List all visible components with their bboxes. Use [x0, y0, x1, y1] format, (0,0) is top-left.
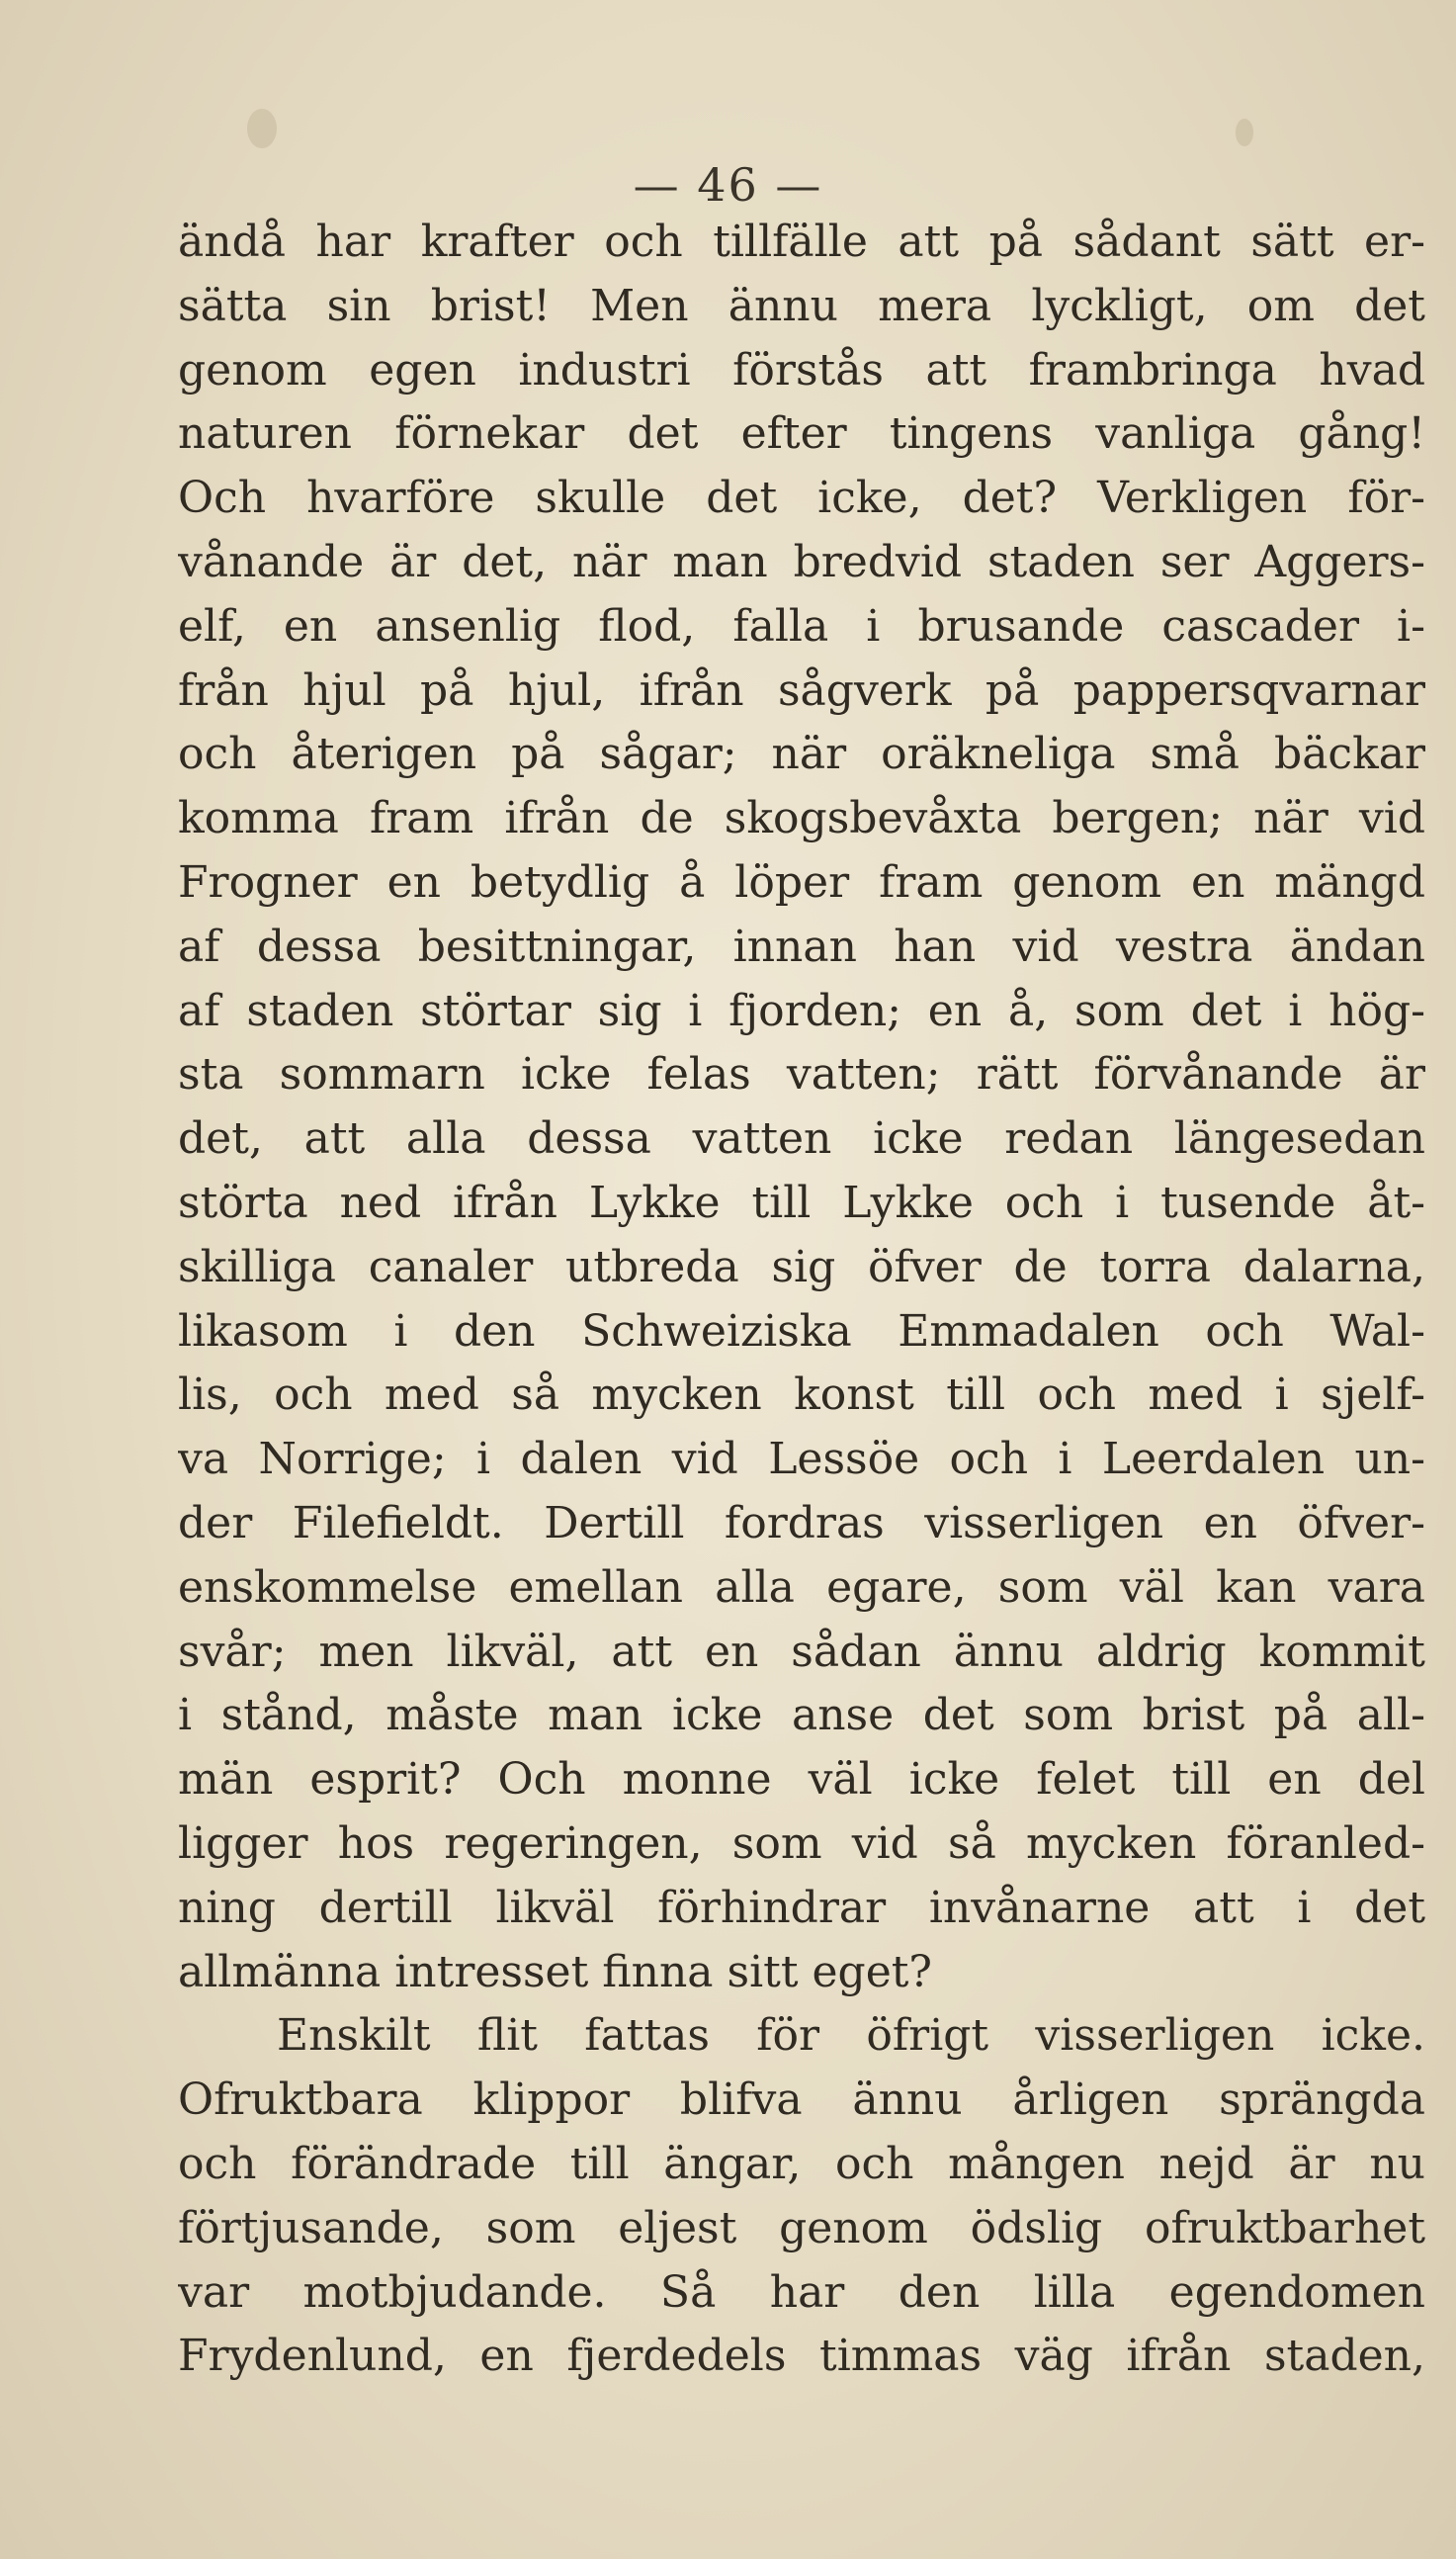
text-line: ning dertill likväl förhindrar invånarne att i det — [178, 1882, 1425, 1933]
text-line: ligger hos regeringen, som vid så mycken föranled- — [178, 1817, 1425, 1869]
text-line: ändå har krafter och tillfälle att på sådant sätt er- — [178, 217, 1425, 267]
text-line: var motbjudande. Så har den lilla egendomen — [178, 2266, 1425, 2318]
text-line: Frydenlund, en fjerdedels timmas väg ifrån staden, — [178, 2331, 1425, 2382]
text-line: allmänna intresset finna sitt eget? — [178, 1946, 933, 1997]
text-line: störta ned ifrån Lykke till Lykke och i tusende åt- — [178, 1177, 1425, 1228]
page-stain — [247, 109, 277, 148]
body-text — [178, 211, 1425, 2389]
text-line: lis, och med så mycken konst till och med i sjelf- — [178, 1369, 1425, 1421]
text-line: likasom i den Schweiziska Emmadalen och Wal- — [178, 1305, 1425, 1357]
page-stain — [1236, 119, 1253, 146]
text-line: genom egen industri förstås att frambringa hvad — [178, 344, 1425, 396]
text-line: män esprit? Och monne väl icke felet till en del — [178, 1754, 1425, 1806]
text-line: i stånd, måste man icke anse det som brist på all- — [178, 1690, 1425, 1741]
text-line: Ofruktbara klippor blifva ännu årligen sprängda — [178, 2074, 1425, 2126]
text-line: af staden störtar sig i fjorden; en å, som det i hög- — [178, 985, 1425, 1036]
text-line: förtjusande, som eljest genom ödslig ofruktbarhet — [178, 2202, 1425, 2253]
text-line: och återigen på sågar; när oräkneliga små bäckar — [178, 729, 1425, 780]
text-line: svår; men likväl, att en sådan ännu aldrig kommit — [178, 1626, 1425, 1677]
text-line: naturen förnekar det efter tingens vanliga gång! — [178, 408, 1425, 460]
text-line: enskommelse emellan alla egare, som väl kan vara — [178, 1561, 1425, 1613]
text-line: Och hvarföre skulle det icke, det? Verkligen för- — [178, 473, 1425, 524]
text-line: skilliga canaler utbreda sig öfver de torra dalarna, — [178, 1241, 1425, 1292]
page-number: — 46 — — [633, 158, 823, 212]
text-line: elf, en ansenlig flod, falla i brusande cascader i- — [178, 600, 1425, 652]
text-line: Enskilt flit fattas för öfrigt visserligen icke. — [277, 2010, 1425, 2062]
text-line: sta sommarn icke felas vatten; rätt förvånande är — [178, 1049, 1425, 1101]
text-line: och förändrade till ängar, och mången nejd är nu — [178, 2138, 1425, 2189]
text-line: det, att alla dessa vatten icke redan längesedan — [178, 1113, 1425, 1165]
text-line: va Norrige; i dalen vid Lessöe och i Leerdalen un- — [178, 1434, 1425, 1485]
text-line: vånande är det, när man bredvid staden ser Aggers- — [178, 536, 1425, 587]
text-line: från hjul på hjul, ifrån sågverk på pappersqvarnar — [178, 664, 1425, 716]
text-line: Frogner en betydlig å löper fram genom en mängd — [178, 856, 1425, 908]
text-line: af dessa besittningar, innan han vid vestra ändan — [178, 921, 1425, 972]
text-line: sätta sin brist! Men ännu mera lyckligt, om det — [178, 280, 1425, 331]
text-line: der Filefieldt. Dertill fordras visserligen en öfver- — [178, 1497, 1425, 1548]
text-line: komma fram ifrån de skogsbevåxta bergen; när vid — [178, 793, 1425, 844]
